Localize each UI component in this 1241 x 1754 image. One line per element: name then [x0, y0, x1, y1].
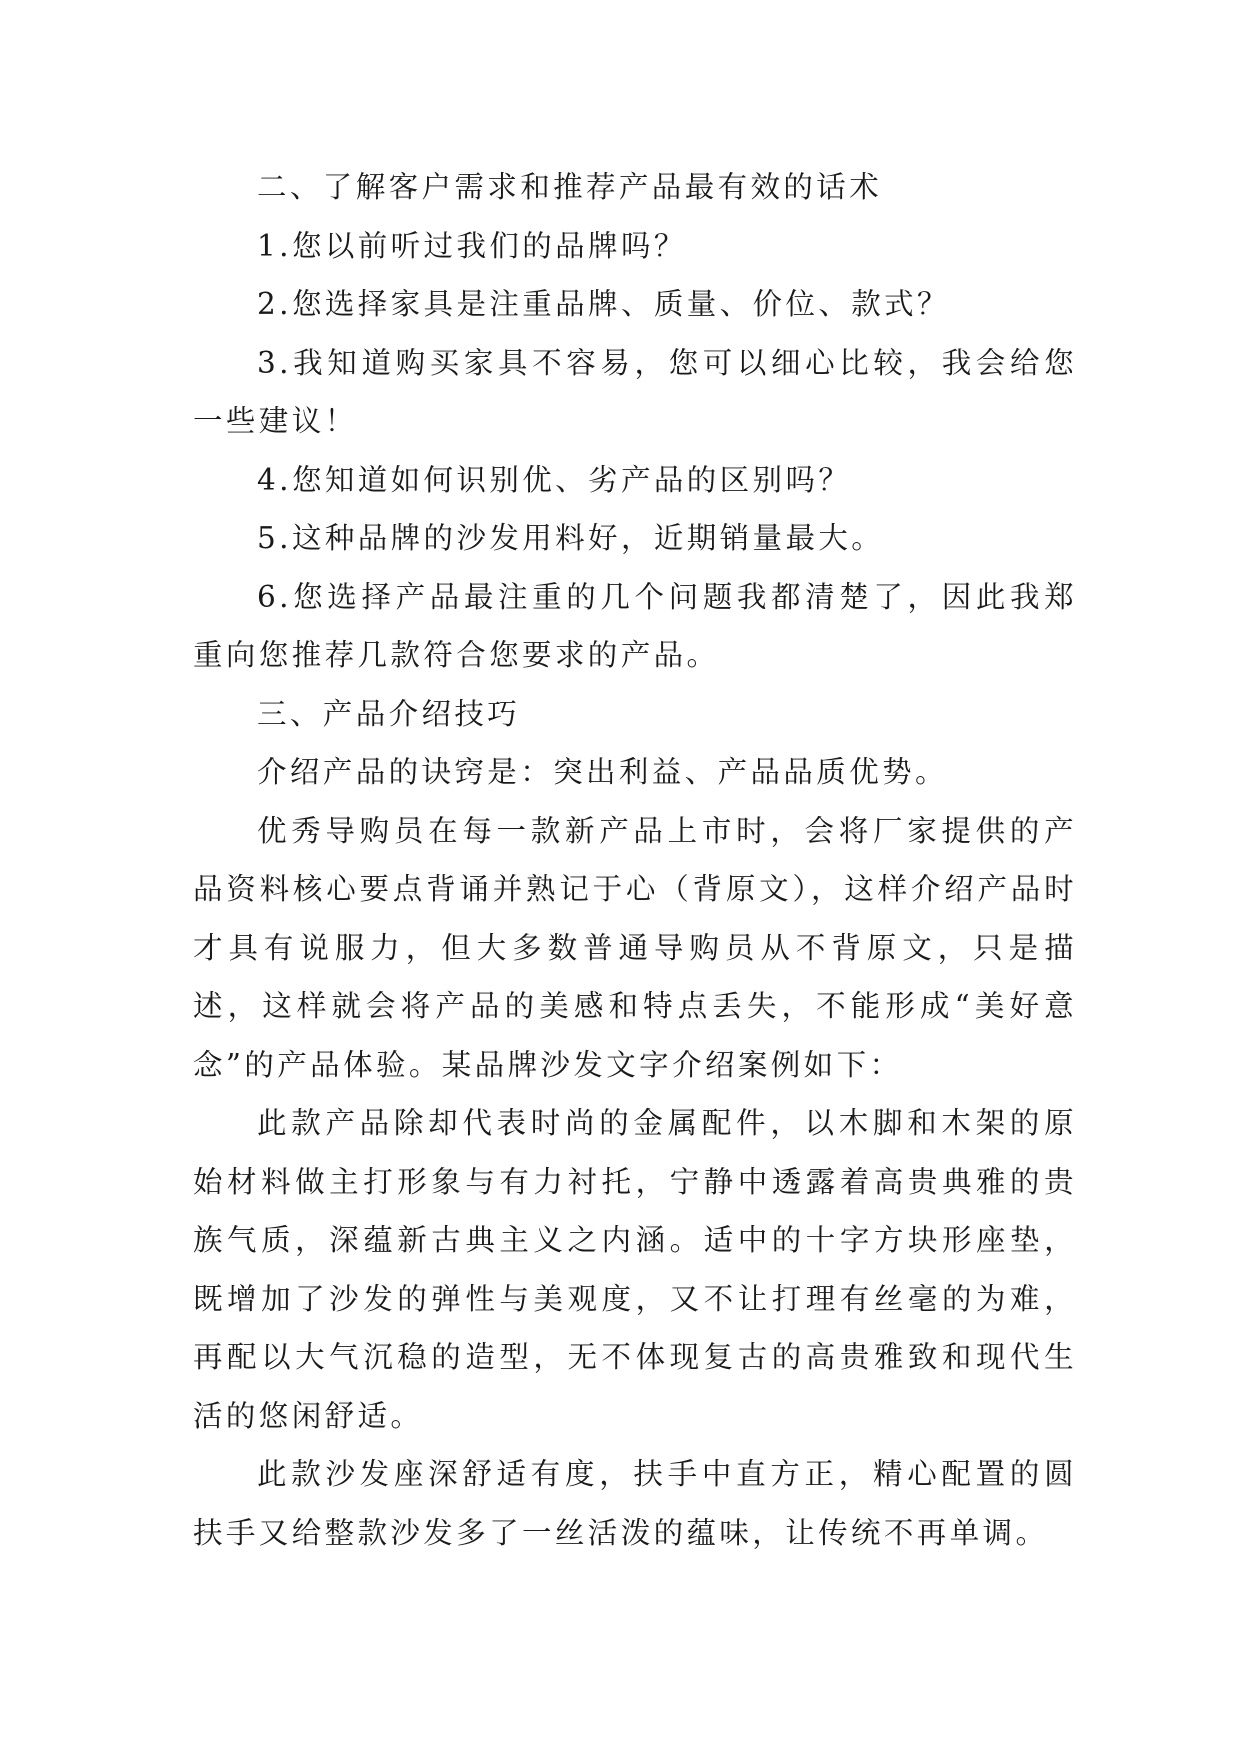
list-item: 2.您选择家具是注重品牌、质量、价位、款式？: [257, 287, 950, 321]
list-item: 5.这种品牌的沙发用料好，近期销量最大。: [257, 521, 885, 555]
document-body: [193, 158, 1077, 1562]
section-heading-product-intro: 三、产品介绍技巧: [257, 696, 521, 731]
list-item: 3.我知道购买家具不容易，您可以细心比较，我会给您一些建议！: [193, 345, 1077, 438]
body-paragraph: 此款产品除却代表时尚的金属配件，以木脚和木架的原始材料做主打形象与有力衬托，宁静中透露着高贵典雅的贵族气质，深蕴新古典主义之内涵。适中的十字方块形座垫，既增加了沙发的弹性与美观度，又不让打理有丝毫的为难，再配以大气沉稳的造型，无不体现复古的高贵雅致和现代生活的悠闲舒适。: [193, 1106, 1077, 1433]
list-item: 1.您以前听过我们的品牌吗？: [257, 228, 687, 263]
list-item: 4.您知道如何识别优、劣产品的区别吗？: [257, 462, 852, 497]
body-paragraph: 此款沙发座深舒适有度，扶手中直方正，精心配置的圆扶手又给整款沙发多了一丝活泼的蕴味，让传统不再单调。: [193, 1457, 1077, 1550]
body-paragraph: 优秀导购员在每一款新产品上市时，会将厂家提供的产品资料核心要点背诵并熟记于心（背原文），这样介绍产品时才具有说服力，但大多数普通导购员从不背原文，只是描述，这样就会将产品的美感和特点丢失，不能形成“美好意念”的产品体验。某品牌沙发文字介绍案例如下：: [193, 813, 1077, 1082]
body-paragraph: 介绍产品的诀窍是：突出利益、产品品质优势。: [257, 755, 948, 789]
list-item: 6.您选择产品最注重的几个问题我都清楚了，因此我郑重向您推荐几款符合您要求的产品。: [193, 579, 1077, 672]
section-heading-needs: 二、了解客户需求和推荐产品最有效的话术: [257, 170, 883, 204]
